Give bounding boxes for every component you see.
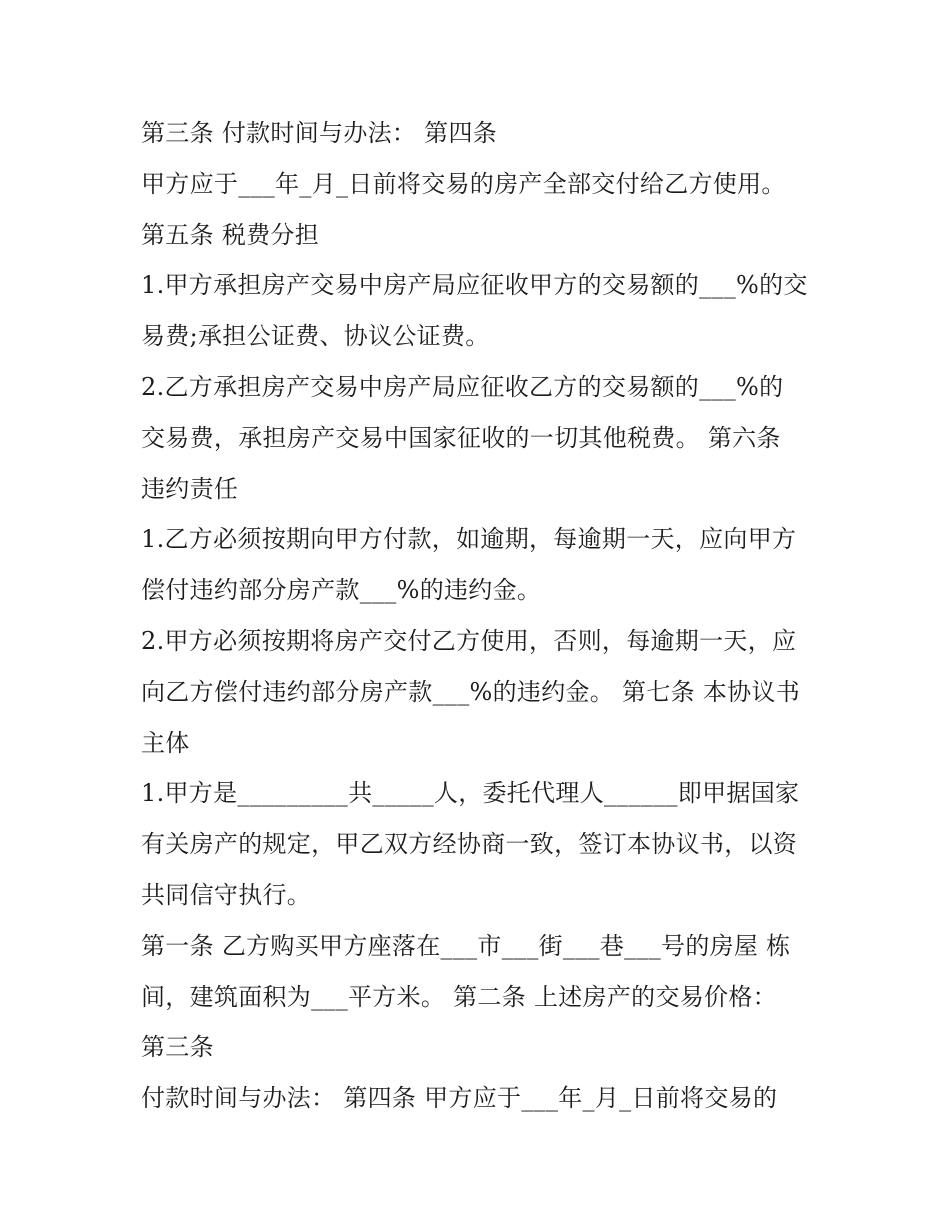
text-line: 付款时间与办法： 第四条 甲方应于___年_月_日前将交易的 bbox=[141, 1084, 778, 1113]
text-line: 偿付违约部分房产款___%的违约金。 bbox=[141, 576, 542, 605]
text-line: 第五条 税费分担 bbox=[141, 220, 320, 249]
text-line: 1.甲方承担房产交易中房产局应征收甲方的交易额的___%的交 bbox=[141, 271, 808, 300]
text-line: 向乙方偿付违约部分房产款___%的违约金。 第七条 本协议书 bbox=[141, 677, 801, 706]
text-line: 甲方应于___年_月_日前将交易的房产全部交付给乙方使用。 bbox=[141, 169, 786, 198]
text-line: 2.乙方承担房产交易中房产局应征收乙方的交易额的___%的 bbox=[141, 372, 784, 401]
text-line: 第三条 付款时间与办法： 第四条 bbox=[141, 119, 498, 147]
text-line: 有关房产的规定，甲乙双方经协商一致，签订本协议书，以资 bbox=[141, 830, 798, 859]
text-line: 1.乙方必须按期向甲方付款，如逾期，每逾期一天，应向甲方 bbox=[141, 525, 797, 554]
text-line: 1.甲方是_________共_____人，委托代理人______即甲据国家 bbox=[141, 779, 800, 808]
text-line: 共同信守执行。 bbox=[141, 880, 312, 909]
text-line: 交易费，承担房产交易中国家征收的一切其他税费。 第六条 bbox=[141, 423, 781, 452]
text-line: 主体 bbox=[141, 728, 190, 757]
text-line: 易费;承担公证费、协议公证费。 bbox=[141, 322, 490, 351]
text-line: 第一条 乙方购买甲方座落在___市___街___巷___号的房屋 栋 bbox=[141, 931, 791, 960]
document-body bbox=[141, 108, 821, 1124]
text-line: 2.甲方必须按期将房产交付乙方使用，否则，每逾期一天，应 bbox=[141, 626, 797, 655]
text-line: 第三条 bbox=[141, 1033, 214, 1062]
text-line: 违约责任 bbox=[141, 474, 239, 503]
text-line: 间，建筑面积为___平方米。 第二条 上述房产的交易价格： bbox=[141, 982, 777, 1011]
